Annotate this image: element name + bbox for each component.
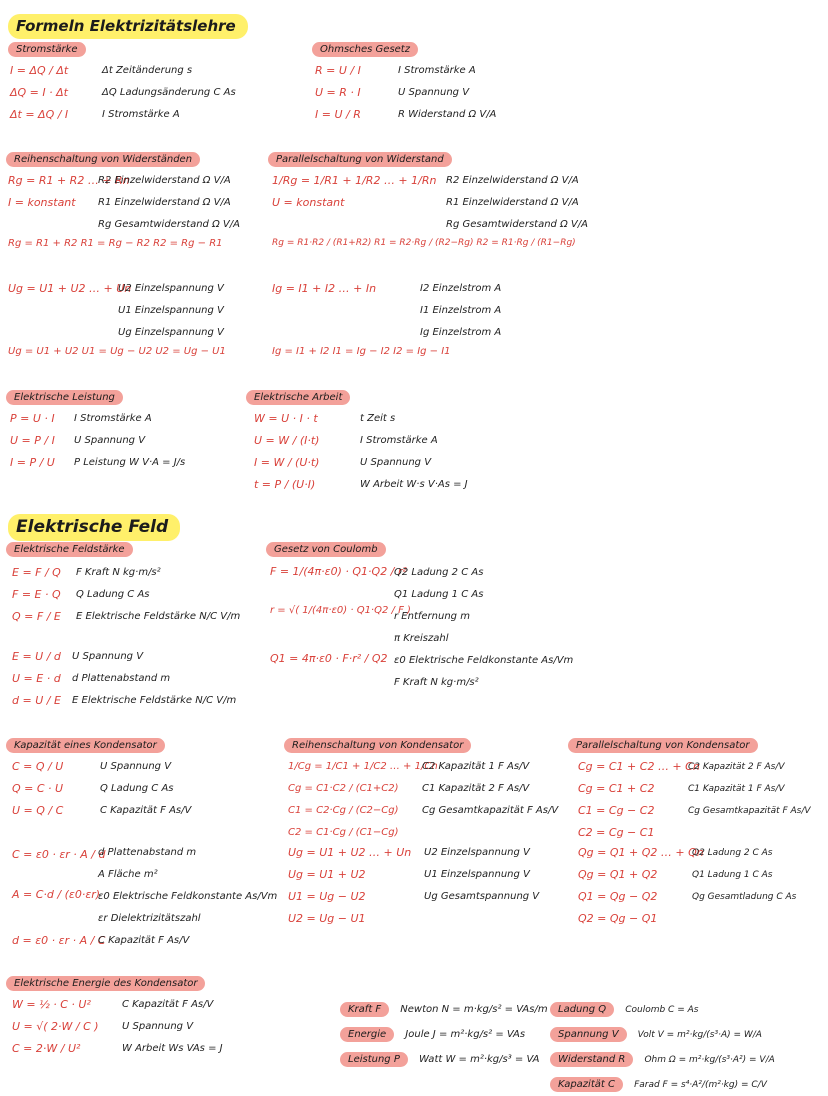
formula-list	[288, 756, 438, 844]
legend-item: C1 Kapazität 1 F As/V	[688, 784, 785, 794]
legend-item: U2 Einzelspannung V	[424, 847, 530, 858]
formula: d = ε0 · εr · A / C	[12, 934, 106, 947]
legend-item: Q2 Ladung 2 C As	[692, 848, 773, 858]
legend-item: Q1 Ladung 1 C As	[394, 589, 484, 600]
section-heading-leistung: Elektrische Leistung	[6, 390, 123, 405]
legend-list	[394, 562, 573, 694]
unit-tag: Ladung Q	[550, 1002, 614, 1017]
formula: Cg = C1 + C2 … + Cn	[578, 760, 700, 773]
legend-item: Ug Einzelspannung V	[118, 327, 224, 338]
legend-item: d Plattenabstand m	[72, 673, 171, 684]
legend-item: C2 Kapazität 1 F As/V	[422, 761, 530, 772]
legend-list	[398, 60, 496, 126]
formula: d = U / E	[12, 694, 61, 707]
unit-tag: Leistung P	[340, 1052, 408, 1067]
legend-item: I Stromstärke A	[360, 435, 438, 446]
legend-list	[74, 408, 185, 474]
formula: Q1 = 4π·ε0 · F·r² / Q2	[270, 652, 388, 665]
section-heading-stromstaerke: Stromstärke	[8, 42, 86, 57]
unit-definition: Joule J = m²·kg/s² = VAs	[405, 1029, 526, 1040]
units-block	[340, 996, 548, 1071]
section-heading-energie: Elektrische Energie des Kondensator	[6, 976, 205, 991]
formula-list	[12, 756, 63, 822]
unit-row	[340, 996, 548, 1021]
section-heading-parallel: Parallelschaltung von Widerstand	[268, 152, 452, 167]
unit-row	[340, 1021, 548, 1046]
legend-item: Q Ladung C As	[100, 783, 174, 794]
legend-list	[118, 278, 224, 344]
formula: R = U / I	[315, 64, 361, 77]
formula: P = U · I	[10, 412, 55, 425]
formula: t = P / (U·I)	[254, 478, 316, 491]
legend-item: W Arbeit Ws VAs = J	[122, 1043, 223, 1054]
formula: E = U / d	[12, 650, 61, 663]
formula-list	[10, 408, 55, 474]
unit-row	[550, 1071, 775, 1096]
legend-item: Q2 Ladung 2 C As	[394, 567, 484, 578]
legend-item: U Spannung V	[360, 457, 432, 468]
legend-item: R2 Einzelwiderstand Ω V/A	[446, 175, 579, 186]
formula: C = 2·W / U²	[12, 1042, 81, 1055]
formula: Rg = R1·R2 / (R1+R2) R1 = R2·Rg / (R2−Rg) R2 = R1·Rg / (R1−Rg)	[272, 238, 576, 248]
legend-item: Rg Gesamtwiderstand Ω V/A	[98, 219, 240, 230]
legend-item: C Kapazität F As/V	[100, 805, 192, 816]
unit-tag: Spannung V	[550, 1027, 627, 1042]
legend-item: I Stromstärke A	[102, 109, 180, 120]
unit-row	[550, 1046, 775, 1071]
legend-item: Ug Gesamtspannung V	[424, 891, 540, 902]
formula: Q = F / E	[12, 610, 61, 623]
formula: E = F / Q	[12, 566, 61, 579]
formula: Δt = ΔQ / I	[10, 108, 69, 121]
legend-list	[446, 170, 588, 236]
formula: Qg = Q1 + Q2 … + Qn	[578, 846, 704, 859]
formula: U1 = Ug − U2	[288, 890, 366, 903]
legend-item: I Stromstärke A	[74, 413, 152, 424]
formula: Ug = U1 + U2 … + Un	[288, 846, 412, 859]
formula: U = E · d	[12, 672, 61, 685]
formula: U = konstant	[272, 196, 345, 209]
formula-list	[288, 842, 411, 930]
formula: Q1 = Qg − Q2	[578, 890, 658, 903]
legend-item: I2 Einzelstrom A	[420, 283, 502, 294]
unit-tag: Energie	[340, 1027, 394, 1042]
legend-item: ΔQ Ladungsänderung C As	[102, 87, 236, 98]
section-title-feld: Elektrische Feld	[8, 514, 180, 541]
legend-list	[72, 646, 236, 712]
formula: A = C·d / (ε0·εr)	[12, 888, 101, 901]
legend-list	[688, 756, 811, 822]
formula: F = 1/(4π·ε0) · Q1·Q2 / r²	[270, 565, 407, 578]
legend-item: π Kreiszahl	[394, 633, 449, 644]
legend-item: Cg Gesamtkapazität F As/V	[688, 806, 811, 816]
formula: Rg = R1 + R2 … + Rn	[8, 174, 130, 187]
unit-definition: Newton N = m·kg/s² = VAs/m	[400, 1004, 548, 1015]
legend-item: U Spannung V	[398, 87, 470, 98]
unit-tag: Kapazität C	[550, 1077, 623, 1092]
formula: W = ½ · C · U²	[12, 998, 91, 1011]
legend-list	[422, 756, 558, 822]
unit-definition: Farad F = s⁴·A²/(m²·kg) = C/V	[634, 1080, 767, 1090]
legend-list	[98, 842, 277, 952]
legend-item: U Spannung V	[72, 651, 144, 662]
section-heading-kapazitaet: Kapazität eines Kondensator	[6, 738, 165, 753]
formula: Ug = U1 + U2 U1 = Ug − U2 U2 = Ug − U1	[8, 346, 226, 357]
formula: Q = C · U	[12, 782, 64, 795]
legend-item: U Spannung V	[122, 1021, 194, 1032]
legend-item: C Kapazität F As/V	[122, 999, 214, 1010]
formula-list	[12, 646, 61, 712]
formula: C = Q / U	[12, 760, 64, 773]
formula: Ig = I1 + I2 … + In	[272, 282, 377, 295]
legend-item: R1 Einzelwiderstand Ω V/A	[446, 197, 579, 208]
legend-item: d Plattenabstand m	[98, 847, 197, 858]
formula-list	[315, 60, 361, 126]
legend-item: U2 Einzelspannung V	[118, 283, 224, 294]
formula-list	[578, 842, 704, 930]
legend-item: E Elektrische Feldstärke N/C V/m	[72, 695, 237, 706]
legend-item: R2 Einzelwiderstand Ω V/A	[98, 175, 231, 186]
legend-item: R1 Einzelwiderstand Ω V/A	[98, 197, 231, 208]
formula: I = konstant	[8, 196, 76, 209]
legend-item: F Kraft N kg·m/s²	[394, 677, 479, 688]
section-heading-feldstaerke: Elektrische Feldstärke	[6, 542, 133, 557]
formula: C2 = C1·Cg / (C1−Cg)	[288, 827, 399, 838]
formula: Q2 = Qg − Q1	[578, 912, 658, 925]
unit-definition: Volt V = m²·kg/(s³·A) = W/A	[637, 1030, 762, 1040]
formula: U = P / I	[10, 434, 55, 447]
formula-list	[272, 170, 436, 214]
legend-list	[98, 170, 240, 236]
legend-item: ε0 Elektrische Feldkonstante As/Vm	[394, 655, 574, 666]
formula: C = ε0 · εr · A / d	[12, 848, 106, 861]
legend-item: P Leistung W V·A = J/s	[74, 457, 186, 468]
formula: U2 = Ug − U1	[288, 912, 366, 925]
legend-item: Δt Zeitänderung s	[102, 65, 193, 76]
formula: C1 = C2·Cg / (C2−Cg)	[288, 805, 399, 816]
section-heading-reihe: Reihenschaltung von Widerständen	[6, 152, 200, 167]
legend-list	[76, 562, 240, 628]
formula: Cg = C1·C2 / (C1+C2)	[288, 783, 399, 794]
formula: U = W / (I·t)	[254, 434, 320, 447]
formula: Ug = U1 + U2	[288, 868, 366, 881]
legend-item: εr Dielektrizitätszahl	[98, 913, 201, 924]
formula: I = U / R	[315, 108, 361, 121]
formula: I = ΔQ / Δt	[10, 64, 69, 77]
page-title: Formeln Elektrizitätslehre	[8, 14, 248, 39]
legend-item: Q Ladung C As	[76, 589, 150, 600]
legend-item: A Fläche m²	[98, 869, 158, 880]
legend-item: U Spannung V	[74, 435, 146, 446]
legend-item: ε0 Elektrische Feldkonstante As/Vm	[98, 891, 278, 902]
section-heading-arbeit: Elektrische Arbeit	[246, 390, 350, 405]
formula-list	[10, 60, 68, 126]
legend-item: C1 Kapazität 2 F As/V	[422, 783, 530, 794]
legend-list	[420, 278, 501, 344]
unit-tag: Kraft F	[340, 1002, 389, 1017]
formula: U = √( 2·W / C )	[12, 1020, 99, 1033]
legend-list	[102, 60, 236, 126]
section-heading-parallel-kondensator: Parallelschaltung von Kondensator	[568, 738, 758, 753]
legend-list	[424, 842, 539, 908]
formula-list	[12, 562, 61, 628]
legend-list	[692, 842, 796, 908]
unit-row	[340, 1046, 548, 1071]
legend-item: Cg Gesamtkapazität F As/V	[422, 805, 559, 816]
unit-definition: Ohm Ω = m²·kg/(s³·A²) = V/A	[644, 1055, 775, 1065]
formula: Ig = I1 + I2 I1 = Ig − I2 I2 = Ig − I1	[272, 346, 451, 357]
formula: I = W / (U·t)	[254, 456, 320, 469]
unit-definition: Watt W = m²·kg/s³ = VA	[418, 1054, 540, 1065]
formula-list	[254, 408, 319, 496]
formula: 1/Rg = 1/R1 + 1/R2 … + 1/Rn	[272, 174, 437, 187]
section-heading-reihe-kondensator: Reihenschaltung von Kondensator	[284, 738, 471, 753]
unit-definition: Coulomb C = As	[625, 1005, 699, 1015]
legend-item: C Kapazität F As/V	[98, 935, 190, 946]
section-heading-ohm: Ohmsches Gesetz	[312, 42, 418, 57]
legend-list	[360, 408, 468, 496]
formula-list	[12, 994, 99, 1060]
legend-item: W Arbeit W·s V·As = J	[360, 479, 468, 490]
legend-item: I1 Einzelstrom A	[420, 305, 502, 316]
formula: I = P / U	[10, 456, 55, 469]
formula: 1/Cg = 1/C1 + 1/C2 … + 1/Cn	[288, 761, 438, 772]
legend-list	[100, 756, 191, 822]
legend-item: F Kraft N kg·m/s²	[76, 567, 161, 578]
unit-row	[550, 996, 775, 1021]
legend-item: Ig Einzelstrom A	[420, 327, 502, 338]
legend-item: R Widerstand Ω V/A	[398, 109, 497, 120]
formula: Ug = U1 + U2 … + Un	[8, 282, 132, 295]
unit-row	[550, 1021, 775, 1046]
units-block	[550, 996, 775, 1096]
legend-list	[122, 994, 223, 1060]
formula: U = R · I	[315, 86, 361, 99]
formula: Qg = Q1 + Q2	[578, 868, 658, 881]
formula: U = Q / C	[12, 804, 64, 817]
formula: C1 = Cg − C2	[578, 804, 655, 817]
unit-tag: Widerstand R	[550, 1052, 633, 1067]
legend-item: Qg Gesamtladung C As	[692, 892, 797, 902]
section-heading-coulomb: Gesetz von Coulomb	[266, 542, 386, 557]
formula: C2 = Cg − C1	[578, 826, 655, 839]
formula: W = U · I · t	[254, 412, 318, 425]
legend-item: t Zeit s	[360, 413, 396, 424]
legend-item: U1 Einzelspannung V	[424, 869, 530, 880]
formula: Rg = R1 + R2 R1 = Rg − R2 R2 = Rg − R1	[8, 238, 223, 249]
legend-item: E Elektrische Feldstärke N/C V/m	[76, 611, 241, 622]
formula: F = E · Q	[12, 588, 61, 601]
legend-item: C2 Kapazität 2 F As/V	[688, 762, 785, 772]
legend-item: U Spannung V	[100, 761, 172, 772]
legend-item: r Entfernung m	[394, 611, 470, 622]
legend-item: U1 Einzelspannung V	[118, 305, 224, 316]
formula: r = √( 1/(4π·ε0) · Q1·Q2 / F )	[270, 605, 411, 616]
formula-list	[578, 756, 700, 844]
legend-item: I Stromstärke A	[398, 65, 476, 76]
legend-item: Q1 Ladung 1 C As	[692, 870, 773, 880]
formula: ΔQ = I · Δt	[10, 86, 68, 99]
legend-item: Rg Gesamtwiderstand Ω V/A	[446, 219, 588, 230]
formula: Cg = C1 + C2	[578, 782, 655, 795]
